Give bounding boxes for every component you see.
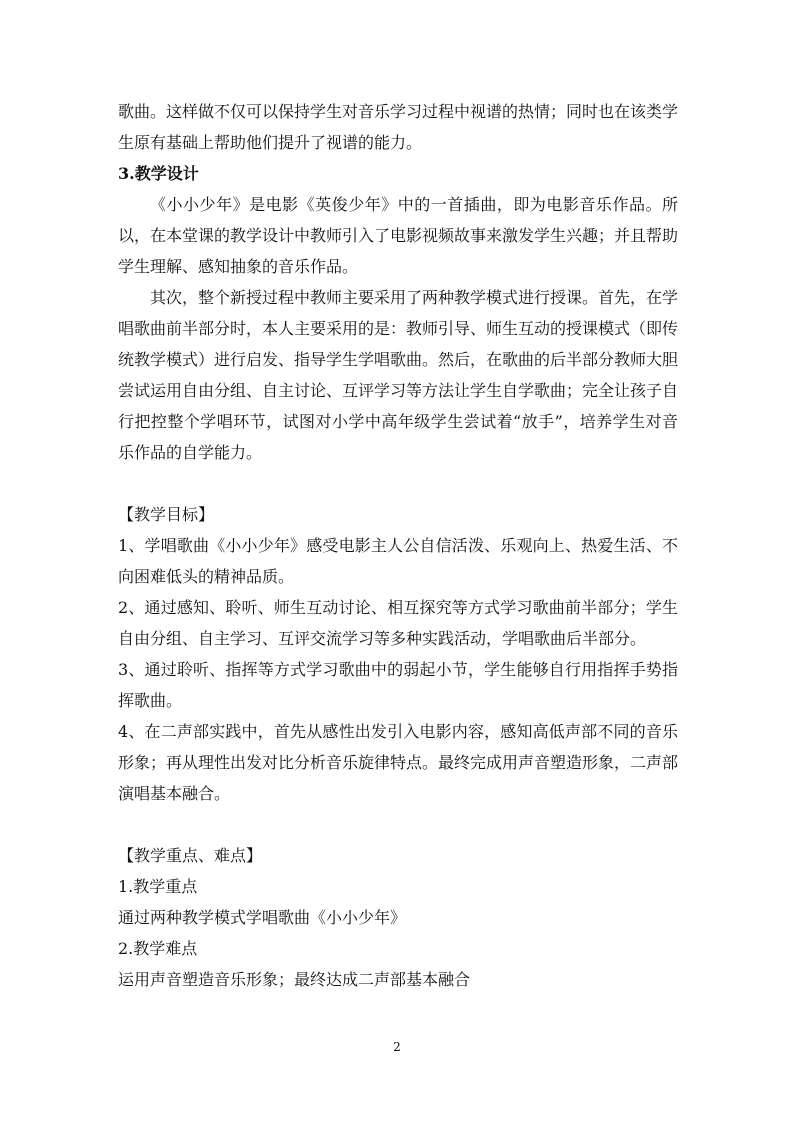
spacer [118, 468, 678, 499]
focus-text: 通过两种教学模式学唱歌曲《小小少年》 [118, 908, 407, 927]
objective-item-3: 3、通过聆听、指挥等方式学习歌曲中的弱起小节，学生能够自行用指挥手势指挥歌曲。 [118, 660, 678, 710]
difficulty-text: 运用声音塑造音乐形象；最终达成二声部基本融合 [118, 970, 471, 989]
page-number: 2 [393, 1040, 401, 1054]
objectives-title: 【教学目标】 [118, 505, 215, 524]
page-content [118, 96, 678, 995]
design-paragraph-1: 《小小少年》是电影《英俊少年》中的一首插曲，即为电影音乐作品。所以，在本堂课的教学设计中教师引入了电影视频故事来激发学生兴趣；并且帮助学生理解、感知抽象的音乐作品。 [118, 195, 679, 276]
difficulty-heading: 2.教学难点 [118, 939, 198, 958]
focus-heading: 1.教学重点 [118, 877, 198, 896]
objective-item-2: 2、通过感知、聆听、师生互动讨论、相互探究等方式学习歌曲前半部分；学生自由分组、自主学习、互评交流学习等多种实践活动，学唱歌曲后半部分。 [118, 598, 678, 648]
section-heading-teaching-design: 3.教学设计 [118, 164, 199, 183]
keypoints-title: 【教学重点、难点】 [118, 846, 263, 865]
objective-item-4: 4、在二声部实践中，首先从感性出发引入电影内容，感知高低声部不同的音乐形象；再从理性出发对比分析音乐旋律特点。最终完成用声音塑造形象，二声部演唱基本融合。 [118, 722, 679, 803]
spacer [118, 809, 678, 840]
design-paragraph-2: 其次，整个新授过程中教师主要采用了两种教学模式进行授课。首先，在学唱歌曲前半部分时，本人主要采用的是：教师引导、师生互动的授课模式（即传统教学模式）进行启发、指导学生学唱歌曲。然后，在歌曲的后半部分教师大胆尝试运用自由分组、自主讨论、互评学习等方法让学生自学歌曲；完全让孩子自行把控整个学唱环节，试图对小学中高年级学生尝试着“放手”，培养学生对音乐作品的自学能力。 [118, 288, 679, 462]
continuation-paragraph: 歌曲。这样做不仅可以保持学生对音乐学习过程中视谱的热情；同时也在该类学生原有基础上帮助他们提升了视谱的能力。 [118, 102, 679, 152]
objective-item-1: 1、学唱歌曲《小小少年》感受电影主人公自信活泼、乐观向上、热爱生活、不向困难低头的精神品质。 [118, 536, 678, 586]
